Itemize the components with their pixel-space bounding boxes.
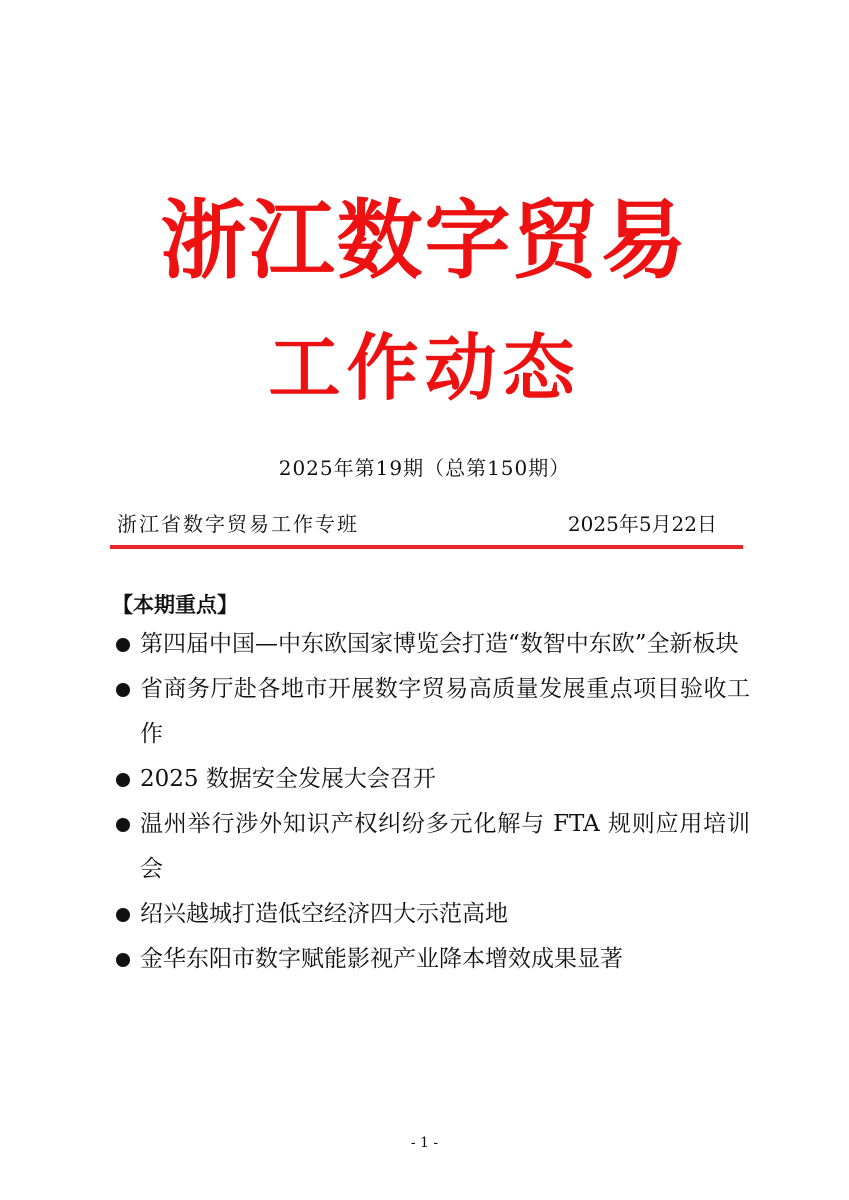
publish-date: 2025年5月22日 (567, 512, 717, 536)
highlight-text: 第四届中国—中东欧国家博览会打造“数智中东欧”全新板块 (140, 631, 739, 657)
highlight-text: 金华东阳市数字赋能影视产业降本增效成果显著 (140, 946, 623, 972)
publisher-name: 浙江省数字贸易工作专班 (117, 512, 359, 536)
highlights-heading: 【本期重点】 (112, 593, 238, 617)
highlights-list (116, 622, 750, 982)
list-item (116, 667, 750, 757)
bullet-icon (116, 818, 130, 832)
bullet-icon (116, 683, 130, 697)
bullet-icon (116, 953, 130, 967)
page-number: - 1 - (410, 1135, 439, 1151)
list-item (116, 622, 750, 667)
highlight-text: 省商务厅赴各地市开展数字贸易高质量发展重点项目验收工作 (140, 676, 750, 747)
bullet-icon (116, 773, 130, 787)
bullet-icon (116, 908, 130, 922)
list-item (116, 937, 750, 982)
highlight-text: 温州举行涉外知识产权纠纷多元化解与 FTA 规则应用培训会 (140, 811, 750, 882)
highlight-text: 绍兴越城打造低空经济四大示范高地 (140, 901, 508, 927)
masthead-title: 浙江数字贸易 (160, 191, 689, 291)
highlight-text: 2025 数据安全发展大会召开 (140, 766, 436, 792)
list-item (116, 802, 750, 892)
list-item (116, 892, 750, 937)
issue-number: 2025年第19期（总第150期） (278, 456, 571, 480)
masthead-subtitle: 工作动态 (268, 326, 581, 410)
bullet-icon (116, 638, 130, 652)
list-item (116, 757, 750, 802)
red-divider-rule (110, 545, 743, 549)
